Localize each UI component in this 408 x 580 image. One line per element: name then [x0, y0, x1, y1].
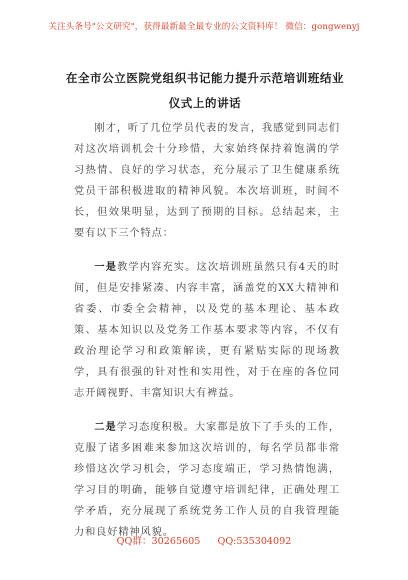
header-promo-note: 关注头条号"公文研究"，获得最新最全最专业的公文资料库！ 微信：gongwenyj: [48, 22, 360, 32]
paragraph-lead: 一是: [94, 261, 118, 273]
document-body: [74, 118, 340, 556]
footer-contact: [0, 533, 408, 547]
footer-qq-group: QQ群：30265605: [116, 536, 201, 547]
paragraph-point-one: [74, 257, 340, 404]
footer-qq: QQ:535304092: [217, 536, 292, 547]
document-title: 在全市公立医院党组织书记能力提升示范培训班结业仪式上的讲话: [65, 71, 345, 110]
paragraph-text: 学习态度积极。大家都是放下了手头的工作，克服了诸多困难来参加这次培训的，每名学员都非常珍惜这次学习机会，学习态度端正，学习热情饱满，学习目的明确，能够自觉遵守培训纪律，正确处理工学矛盾，充分展现了系统党务工作人员的自我管理能力和良好精神风貌。: [74, 422, 340, 538]
paragraph-point-two: [74, 417, 340, 543]
paragraph-text: 刚才，听了几位学员代表的发言，我感觉到同志们对这次培训机会十分珍惜，大家始终保持着饱满的学习热情、良好的学习状态，充分展示了卫生健康系统党员干部积极进取的精神风貌。本次培训班，时间不长，但效果明显，达到了预期的目标。总结起来，主要有以下三个特点：: [74, 123, 340, 239]
paragraph-text: 教学内容充实。这次培训班虽然只有4天的时间，但是安排紧凑、内容丰富，涵盖党的XX大精神和省委、市委全会精神，以及党的基本理论、基本政策、基本知识以及党务工作基本要求等内容，不仅有政治理论学习和政策解读，更有紧贴实际的现场教学，具有很强的针对性和实用性，对于在座的各位同志开阔视野、丰富知识大有裨益。: [74, 262, 340, 399]
paragraph-intro: [74, 118, 340, 244]
paragraph-lead: 二是: [94, 421, 117, 433]
